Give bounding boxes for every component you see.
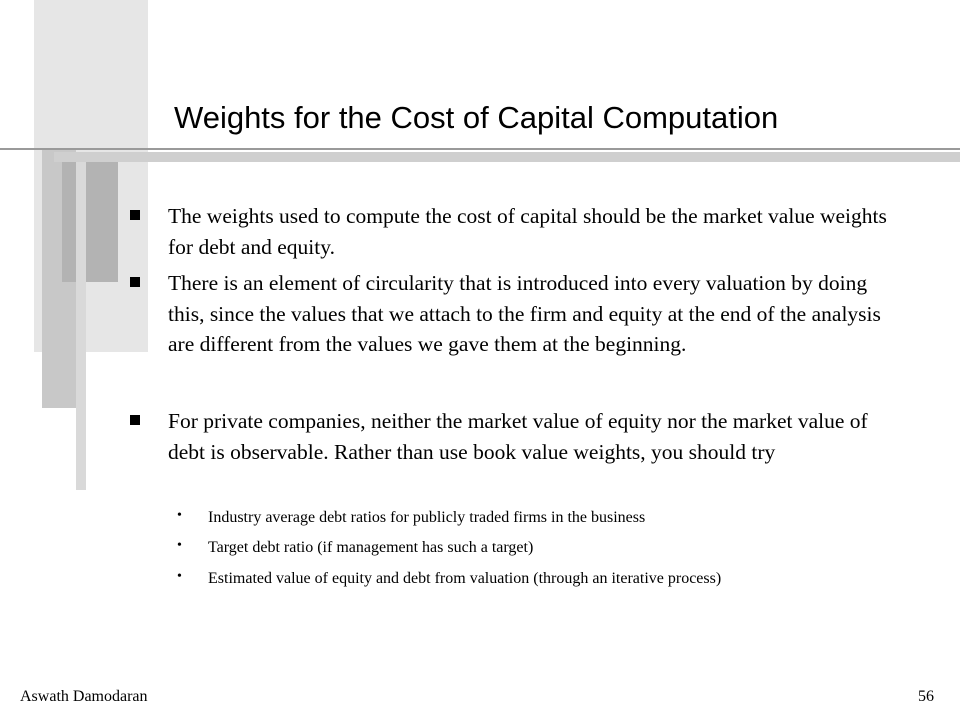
bullet-text: The weights used to compute the cost of capital should be the market value weights for debt and equity. — [168, 204, 887, 259]
sub-bullet-text: Target debt ratio (if management has such a target) — [208, 539, 534, 556]
dot-bullet-icon: • — [177, 538, 182, 553]
square-bullet-icon — [130, 277, 140, 287]
footer-author: Aswath Damodaran — [20, 688, 148, 705]
sub-bullet-text: Estimated value of equity and debt from valuation (through an iterative process) — [208, 570, 722, 587]
page-number: 56 — [918, 688, 934, 705]
title-rule — [0, 148, 960, 150]
decorative-bar — [76, 160, 86, 490]
bullet-text: For private companies, neither the market value of equity nor the market value of debt is observable. Rather than use book value weights, you should try — [168, 409, 868, 464]
sub-bullet-text: Industry average debt ratios for publicly traded firms in the business — [208, 509, 646, 526]
bullet-text: There is an element of circularity that is introduced into every valuation by doing this, since the values that we attach to the firm and equity at the end of the analysis are different from the values we gave them at the beginning. — [168, 271, 881, 356]
slide-title: Weights for the Cost of Capital Computation — [174, 100, 779, 135]
dot-bullet-icon: • — [177, 569, 182, 584]
square-bullet-icon — [130, 210, 140, 220]
title-rule-shadow — [54, 152, 960, 162]
square-bullet-icon — [130, 415, 140, 425]
decorative-bar — [62, 160, 118, 282]
dot-bullet-icon: • — [177, 508, 182, 523]
